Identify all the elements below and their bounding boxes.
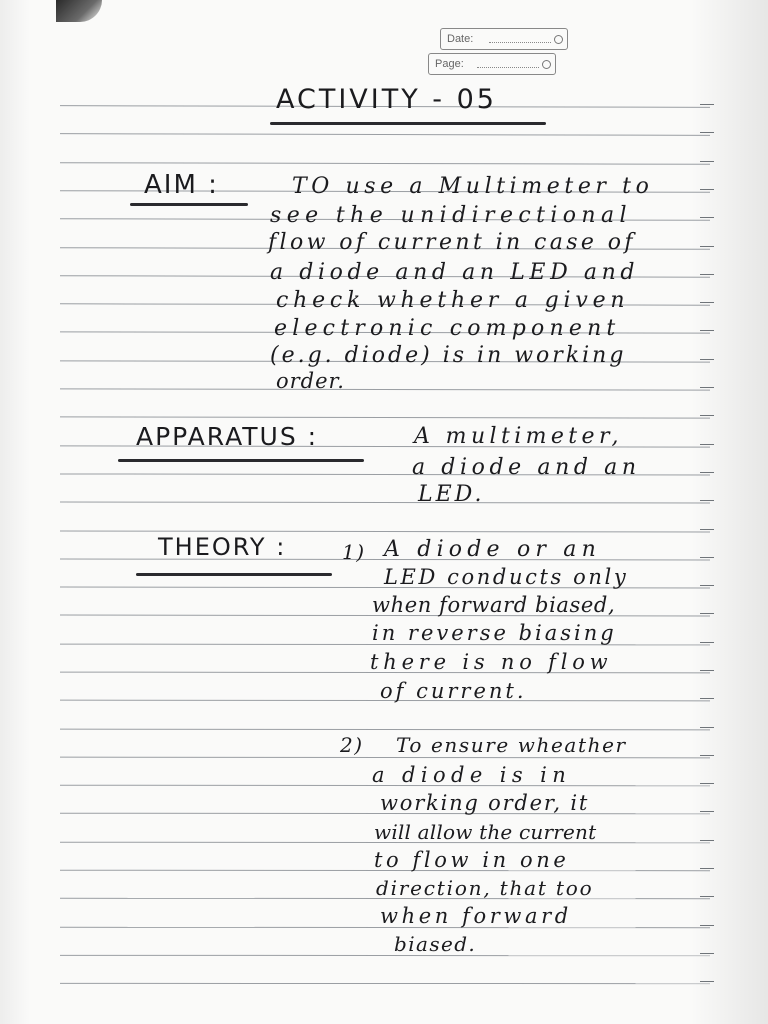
aim-line: see the unidirectional xyxy=(270,203,632,228)
theory-line: LED conducts only xyxy=(384,565,629,589)
aim-line: check whether a given xyxy=(276,288,630,313)
ruled-line xyxy=(60,162,710,165)
theory-line: of current. xyxy=(380,679,527,703)
aim-underline xyxy=(130,203,248,206)
margin-tick xyxy=(700,189,714,190)
margin-tick xyxy=(700,981,714,982)
page-number-field xyxy=(428,53,556,75)
ring-icon xyxy=(542,60,551,69)
theory-line: when forward biased, xyxy=(372,593,616,617)
theory-line: in reverse biasing xyxy=(372,621,617,645)
date-label: Date: xyxy=(447,33,474,45)
ruled-line xyxy=(60,729,710,731)
apparatus-line: A multimeter, xyxy=(414,424,623,449)
margin-tick xyxy=(700,302,714,303)
margin-tick xyxy=(700,246,714,247)
date-field xyxy=(440,28,568,50)
ruled-line xyxy=(60,955,710,956)
margin-tick xyxy=(700,217,714,218)
theory-underline xyxy=(136,573,332,576)
margin-tick xyxy=(700,529,714,530)
theory-line: to flow in one xyxy=(374,848,570,872)
margin-tick xyxy=(700,359,714,360)
theory-line: To ensure wheather xyxy=(396,733,627,757)
ruled-line xyxy=(60,983,710,984)
aim-line: a diode and an LED and xyxy=(270,260,640,285)
theory-line: a diode is in xyxy=(372,763,572,787)
margin-tick xyxy=(700,783,714,784)
ruled-line xyxy=(60,501,710,503)
margin-tick xyxy=(700,444,714,445)
theory-line: direction, that too xyxy=(376,876,594,900)
margin-tick xyxy=(700,698,714,699)
margin-tick xyxy=(700,472,714,473)
theory-heading: THEORY : xyxy=(158,533,287,561)
theory-point-2-number: 2) xyxy=(340,733,364,757)
margin-tick xyxy=(700,840,714,841)
aim-heading: AIM : xyxy=(144,170,219,200)
ruled-line xyxy=(60,133,710,136)
date-dotted-line xyxy=(489,42,551,43)
title-underline xyxy=(270,122,546,125)
aim-line: (e.g. diode) is in working xyxy=(270,343,627,368)
theory-line: will allow the current xyxy=(374,820,597,844)
margin-tick xyxy=(700,104,714,105)
aim-line: flow of current in case of xyxy=(268,230,636,255)
margin-tick xyxy=(700,132,714,133)
apparatus-heading: APPARATUS : xyxy=(136,422,319,451)
apparatus-underline xyxy=(118,459,364,462)
margin-tick xyxy=(700,811,714,812)
margin-tick xyxy=(700,613,714,614)
theory-line: working order, it xyxy=(380,791,590,815)
page-corner-shadow xyxy=(56,0,102,22)
margin-tick xyxy=(700,500,714,501)
apparatus-line: a diode and an xyxy=(412,455,641,480)
theory-point-1-number: 1) xyxy=(342,540,366,564)
theory-line: A diode or an xyxy=(384,537,601,562)
aim-line: order. xyxy=(276,369,345,393)
page-dotted-line xyxy=(477,67,539,68)
margin-tick xyxy=(700,274,714,275)
margin-tick xyxy=(700,161,714,162)
apparatus-line: LED. xyxy=(418,482,485,507)
theory-line: there is no flow xyxy=(370,650,613,674)
margin-tick xyxy=(700,585,714,586)
margin-tick xyxy=(700,557,714,558)
margin-tick xyxy=(700,642,714,643)
margin-tick xyxy=(700,896,714,897)
aim-line: electronic component xyxy=(274,316,621,341)
margin-tick xyxy=(700,330,714,331)
margin-tick xyxy=(700,415,714,416)
margin-tick xyxy=(700,670,714,671)
ruled-line xyxy=(60,416,710,418)
ruled-line xyxy=(60,388,710,390)
margin-tick xyxy=(700,755,714,756)
margin-tick xyxy=(700,868,714,869)
theory-line: biased. xyxy=(394,932,477,956)
margin-tick xyxy=(700,953,714,954)
aim-line: TO use a Multimeter to xyxy=(292,174,654,199)
margin-tick xyxy=(700,925,714,926)
margin-tick xyxy=(700,727,714,728)
margin-tick xyxy=(700,387,714,388)
page-label: Page: xyxy=(435,58,464,70)
ring-icon xyxy=(554,35,563,44)
theory-line: when forward xyxy=(380,904,572,928)
page-title: ACTIVITY - 05 xyxy=(276,84,497,115)
